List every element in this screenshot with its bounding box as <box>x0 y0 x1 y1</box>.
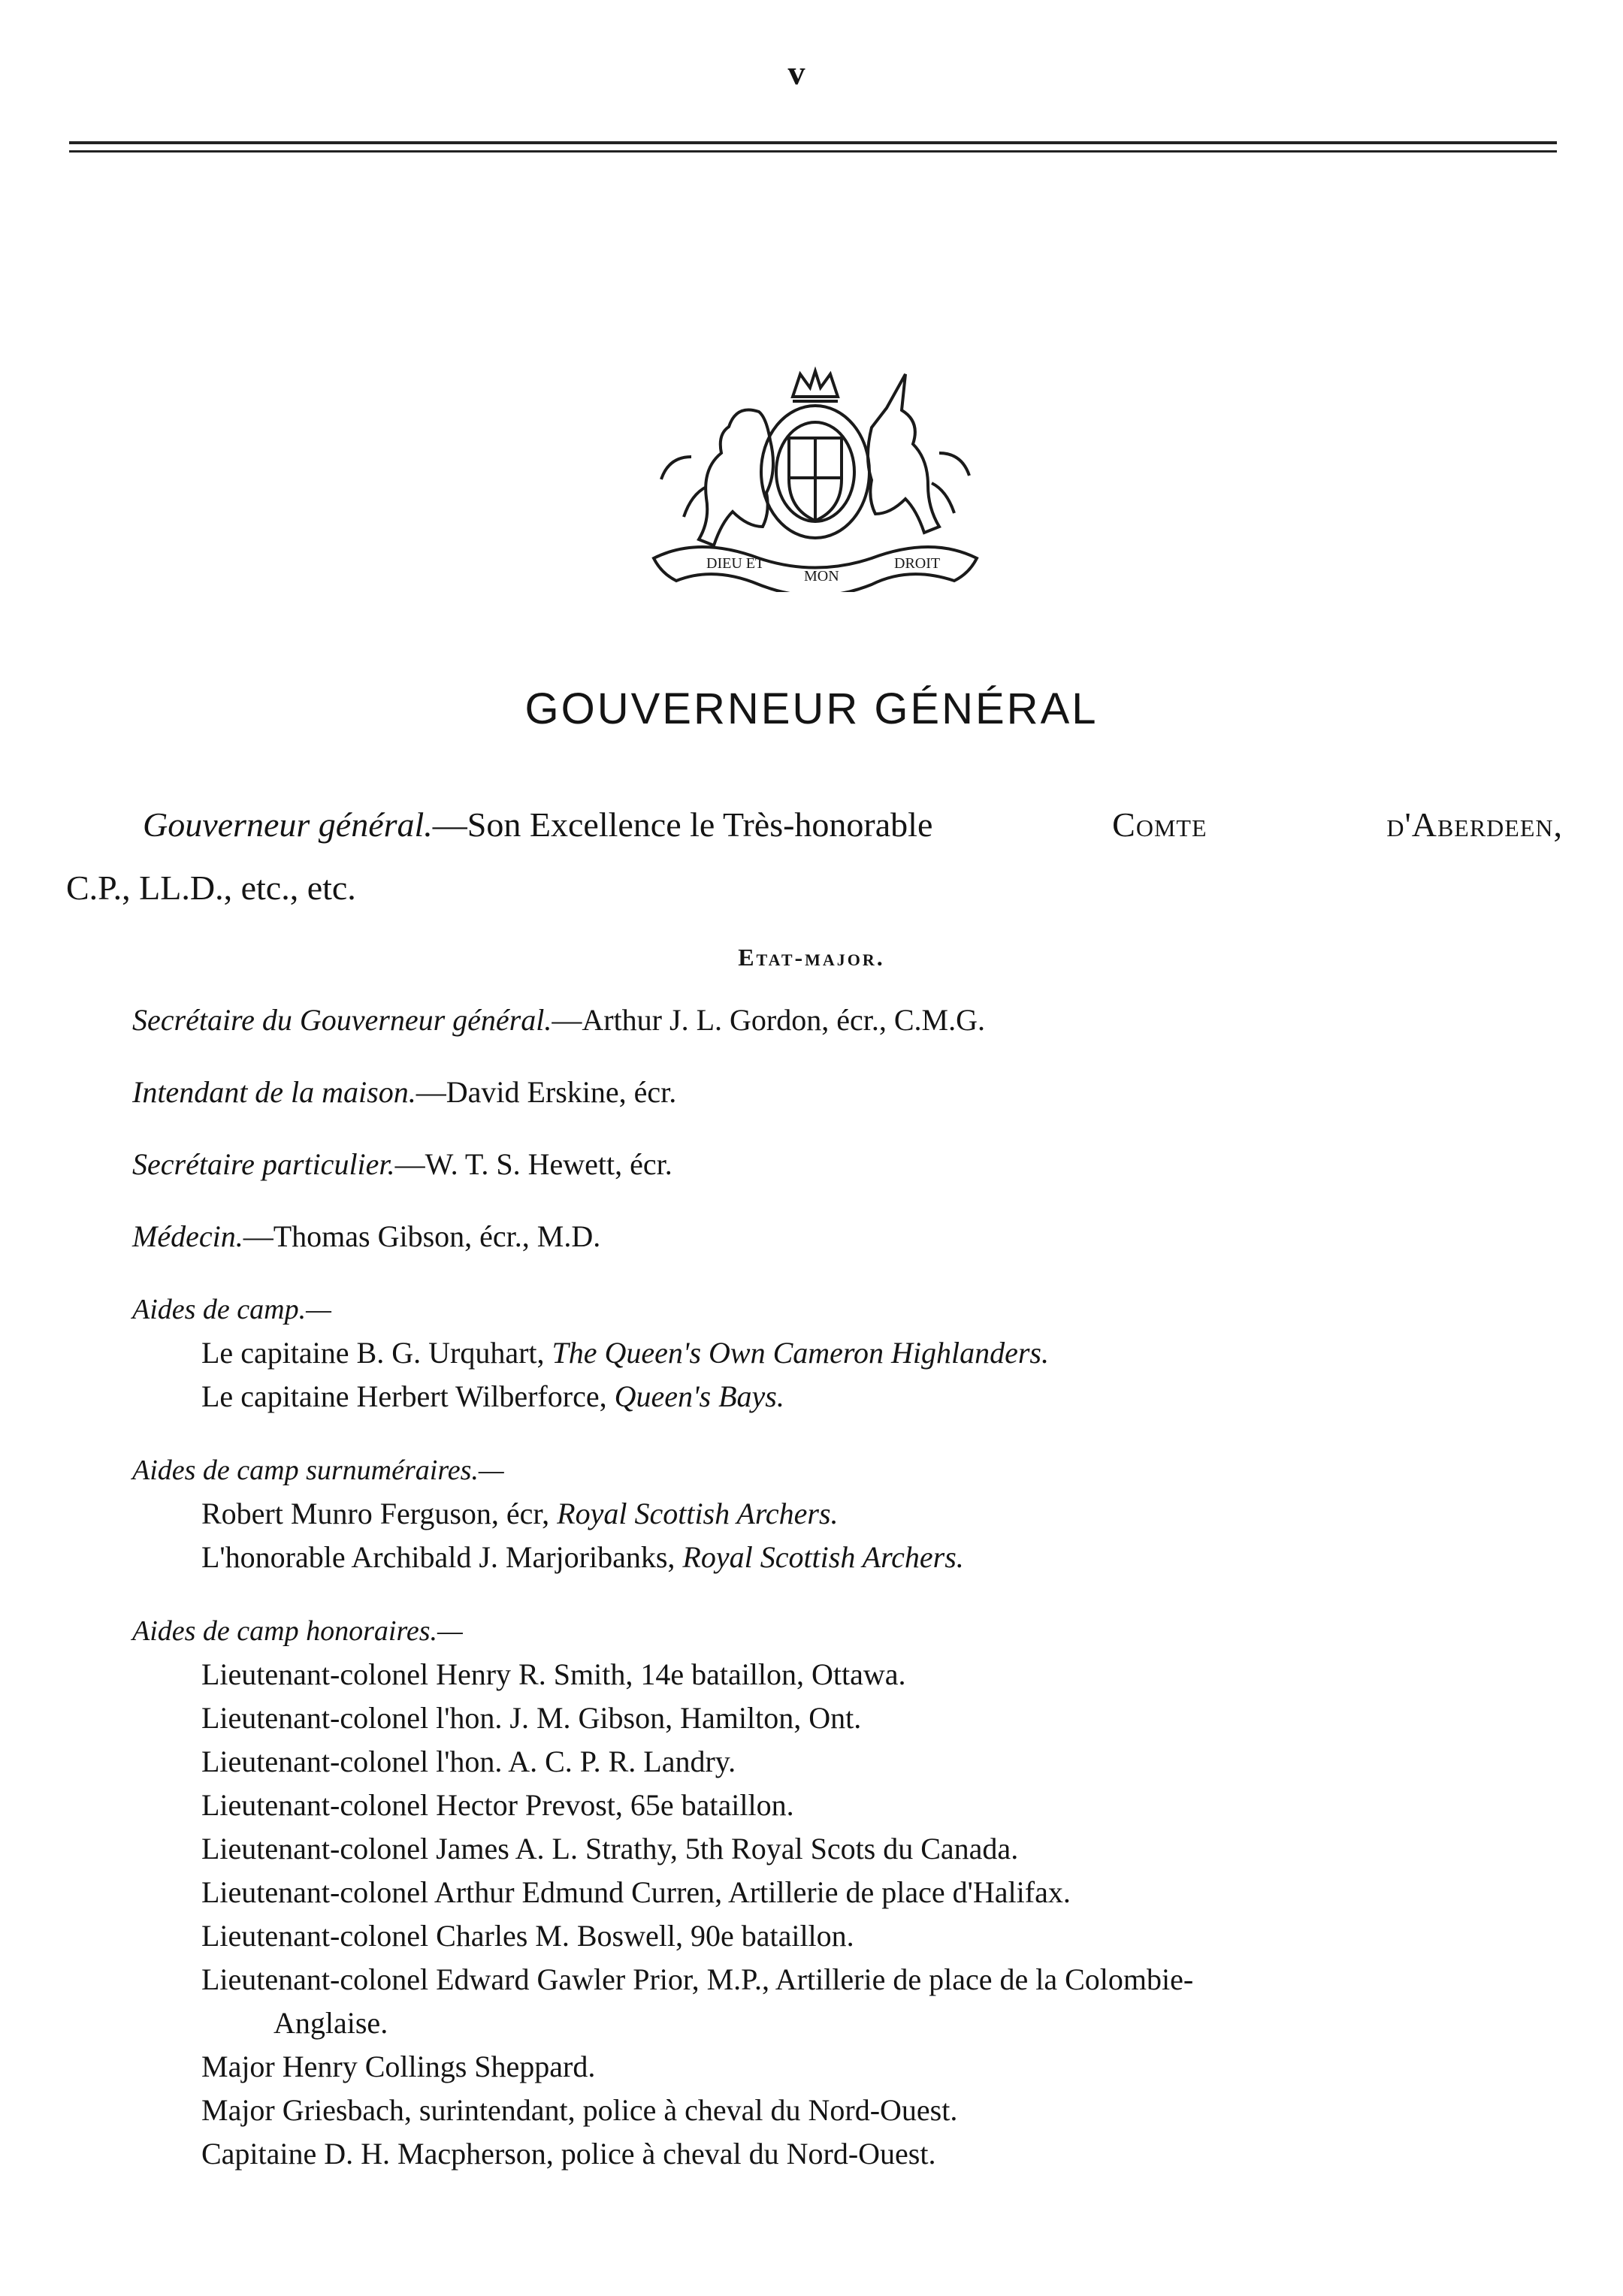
aides-title: Aides de camp.— <box>132 1294 331 1325</box>
staff-role: Secrétaire particulier. <box>132 1147 395 1181</box>
supernumerary-group <box>132 1449 1560 1579</box>
list-item: Lieutenant-colonel Charles M. Boswell, 90e bataillon. <box>201 1919 854 1953</box>
staff-entry <box>132 1071 1560 1113</box>
page-heading: GOUVERNEUR GÉNÉRAL <box>524 684 1099 733</box>
list-item: Lieutenant-colonel Henry R. Smith, 14e bataillon, Ottawa. <box>201 1657 906 1691</box>
list-item: Le capitaine B. G. Urquhart, The Queen's Own Cameron Highlanders. <box>201 1336 1049 1370</box>
list-item: Lieutenant-colonel Edward Gawler Prior, M.P., Artillerie de place de la Colombie- <box>201 1962 1194 1996</box>
motto-mid: MON <box>804 568 839 585</box>
staff-name: —W. T. S. Hewett, écr. <box>394 1147 672 1181</box>
governor-name: d'Aberdeen, <box>1386 805 1563 844</box>
header-rule-top <box>69 141 1557 144</box>
section-subheading: Etat-major. <box>738 944 885 971</box>
list-item: Lieutenant-colonel James A. L. Strathy, 5th Royal Scots du Canada. <box>201 1832 1019 1866</box>
list-item: Lieutenant-colonel Hector Prevost, 65e bataillon. <box>201 1788 794 1822</box>
aides-group <box>132 1288 1560 1418</box>
list-item: Le capitaine Herbert Wilberforce, Queen's Bays. <box>201 1379 784 1413</box>
staff-entry <box>132 1143 1560 1186</box>
list-item: L'honorable Archibald J. Marjoribanks, Royal Scottish Archers. <box>201 1540 964 1574</box>
motto-left: DIEU ET <box>706 555 765 572</box>
list-item: Capitaine D. H. Macpherson, police à cheval du Nord-Ouest. <box>201 2137 936 2171</box>
list-item-continuation: Anglaise. <box>274 2006 388 2040</box>
list-item: Lieutenant-colonel l'hon. J. M. Gibson, Hamilton, Ont. <box>201 1701 862 1735</box>
staff-entry <box>132 999 1560 1041</box>
supernumerary-title: Aides de camp surnuméraires.— <box>132 1455 504 1486</box>
honorary-title: Aides de camp honoraires.— <box>132 1615 463 1647</box>
staff-name: —Thomas Gibson, écr., M.D. <box>243 1219 601 1253</box>
governor-text: —Son Excellence le Très-honorable <box>432 805 933 844</box>
staff-role: Intendant de la maison. <box>132 1075 416 1109</box>
governor-honours: C.P., LL.D., etc., etc. <box>66 869 356 907</box>
staff-role: Médecin. <box>132 1219 243 1253</box>
governor-intro <box>66 793 1563 920</box>
staff-name: —David Erskine, écr. <box>416 1075 677 1109</box>
governor-role: Gouverneur général. <box>143 805 433 844</box>
header-rule-bottom <box>69 150 1557 153</box>
royal-coat-of-arms-icon <box>639 367 992 592</box>
staff-name: —Arthur J. L. Gordon, écr., C.M.G. <box>552 1003 985 1037</box>
staff-role: Secrétaire du Gouverneur général. <box>132 1003 552 1037</box>
list-item: Lieutenant-colonel Arthur Edmund Curren, Artillerie de place d'Halifax. <box>201 1875 1071 1909</box>
list-item: Robert Munro Ferguson, écr, Royal Scottish Archers. <box>201 1497 839 1530</box>
list-item: Lieutenant-colonel l'hon. A. C. P. R. Landry. <box>201 1745 736 1778</box>
motto-right: DROIT <box>894 555 941 572</box>
staff-entry <box>132 1216 1560 1258</box>
list-item: Major Henry Collings Sheppard. <box>201 2050 596 2083</box>
honorary-group <box>132 1609 1560 2176</box>
list-item: Major Griesbach, surintendant, police à cheval du Nord-Ouest. <box>201 2093 958 2127</box>
governor-title: Comte <box>1112 805 1207 844</box>
page-number: v <box>787 53 805 92</box>
staff-list <box>132 999 1560 2206</box>
